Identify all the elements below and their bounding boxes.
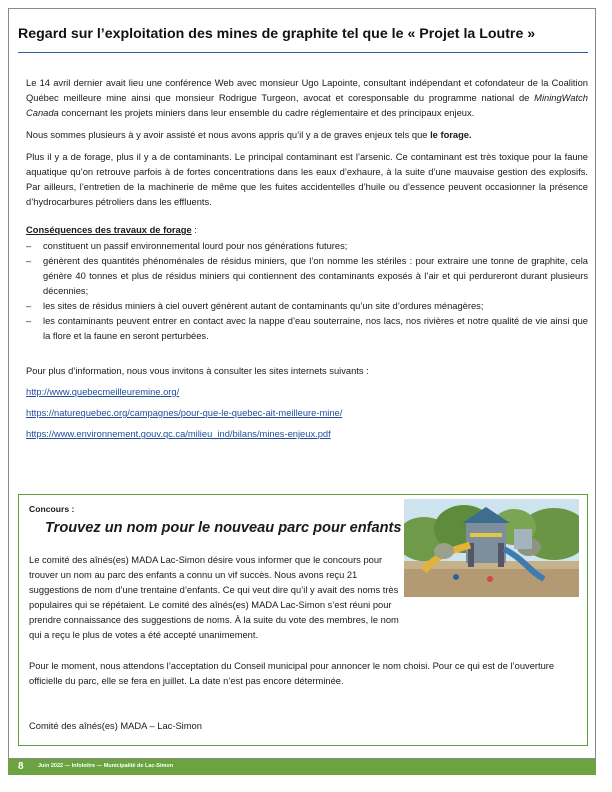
playground-photo <box>404 499 579 597</box>
paragraph-conference <box>26 76 588 121</box>
contest-title: Trouvez un nom pour le nouveau parc pour enfants <box>45 520 402 536</box>
list-item-text: génèrent des quantités phénoménales de résidus miniers, que l’on nomme les stériles : pour extraire une tonne de graphite, cela génère 40 tonnes et plus de résidus miniers qui contiennent des contaminants exposés à l’air et qui perdureront durant plusieurs décennies; <box>43 256 588 296</box>
paragraph-issues <box>26 128 588 143</box>
footer-bar <box>8 759 596 775</box>
paragraph-text: concernant les projets miniers dans leur ensemble du cadre réglementaire et des principaux enjeux. <box>58 108 475 118</box>
contest-paragraph-2: Pour le moment, nous attendons l’acceptation du Conseil municipal pour annoncer le nom choisi. Pour ce qui est de l’ouverture officielle du parc, elle se fera en juillet. La date n’est pas encore déterminée. <box>29 661 555 686</box>
consequences-heading: Conséquences des travaux de forage <box>26 225 192 235</box>
article-title: Regard sur l’exploitation des mines de graphite tel que le « Projet la Loutre » <box>18 26 536 42</box>
article-body <box>26 76 588 344</box>
contest-signature: Comité des aînés(es) MADA – Lac-Simon <box>29 721 202 731</box>
list-item <box>26 299 588 314</box>
contest-label: Concours : <box>29 504 75 514</box>
contest-box <box>18 494 588 746</box>
paragraph-text: Nous sommes plusieurs à y avoir assisté et nous avons appris qu’il y a de graves enjeux tels que <box>26 130 431 140</box>
link-naturequebec[interactable]: https://naturequebec.org/campagnes/pour-que-le-quebec-ait-meilleure-mine/ <box>26 408 343 418</box>
heading-colon: : <box>191 225 197 235</box>
consequences-heading-line <box>26 223 588 238</box>
link-quebecmeilleuremine[interactable]: http://www.quebecmeilleuremine.org/ <box>26 387 180 397</box>
paragraph-text: Le 14 avril dernier avait lieu une conférence Web avec monsieur Ugo Lapointe, consultant indépendant et cofondateur de la Coalition Québec meilleure mine ainsi que monsieur Rodrigue Turgeon, avocat et coresponsable du programme national de <box>26 78 588 103</box>
list-item <box>26 254 588 299</box>
playground-illustration <box>404 499 579 597</box>
paragraph-contaminants: Plus il y a de forage, plus il y a de contaminants. Le principal contaminant est l’arsenic. Ce contaminant est très toxique pour la faune aquatique qu’on retrouve parfois à de fortes concentrations dans les eaux d’exhaure, à la suite d’une mauvaise gestion des explosifs. Par ailleurs, l’entretien de la machinerie de même que les fuites accidentelles d’huile ou d’essence peuvent occasionner la présence d’hydrocarbures pétroliers dans les effluents. <box>26 152 588 207</box>
list-item <box>26 314 588 344</box>
dash-bullet: – <box>26 256 32 266</box>
list-item-text: les contaminants peuvent entrer en contact avec la nappe d’eau souterraine, nos lacs, nos rivières et notre qualité de vie ainsi que la flore et la faune en seront perturbées. <box>43 316 588 341</box>
list-item <box>26 239 588 254</box>
dash-bullet: – <box>26 301 32 311</box>
links-section <box>26 364 586 442</box>
list-item-text: les sites de résidus miniers à ciel ouvert génèrent autant de contaminants qu’un site d’ordures ménagères; <box>43 301 484 311</box>
footer-info: Juin 2022 — Infolettre — Municipalité de Lac-Simon <box>38 763 174 769</box>
paragraph-bold: le forage. <box>430 130 472 140</box>
title-divider <box>18 52 588 53</box>
dash-bullet: – <box>26 241 32 251</box>
link-environnement[interactable]: https://www.environnement.gouv.qc.ca/milieu_ind/bilans/mines-enjeux.pdf <box>26 429 331 439</box>
consequences-list <box>26 239 588 344</box>
dash-bullet: – <box>26 316 32 326</box>
contest-paragraph-1: Le comité des aînés(es) MADA Lac-Simon désire vous informer que le concours pour trouver un nom au parc des enfants a connu un vif succès. Nous avons reçu 21 suggestions de nom d’une trentaine d’enfants. Ce qui veut dire qu’il y avait des noms très populaires qui se répétaient. Le comité des aînés(es) MADA Lac-Simon s’est réuni pour prendre connaissance des suggestions de noms. À la suite du vote des membres, le nom qui a reçu le plus de votes a été accepté unanimement. <box>29 555 399 640</box>
links-intro: Pour plus d’information, nous vous invitons à consulter les sites internets suivants : <box>26 366 369 376</box>
paragraph-italic: MiningWatch Canada <box>26 93 588 118</box>
page-number: 8 <box>18 761 24 772</box>
list-item-text: constituent un passif environnemental lourd pour nos générations futures; <box>43 241 348 251</box>
